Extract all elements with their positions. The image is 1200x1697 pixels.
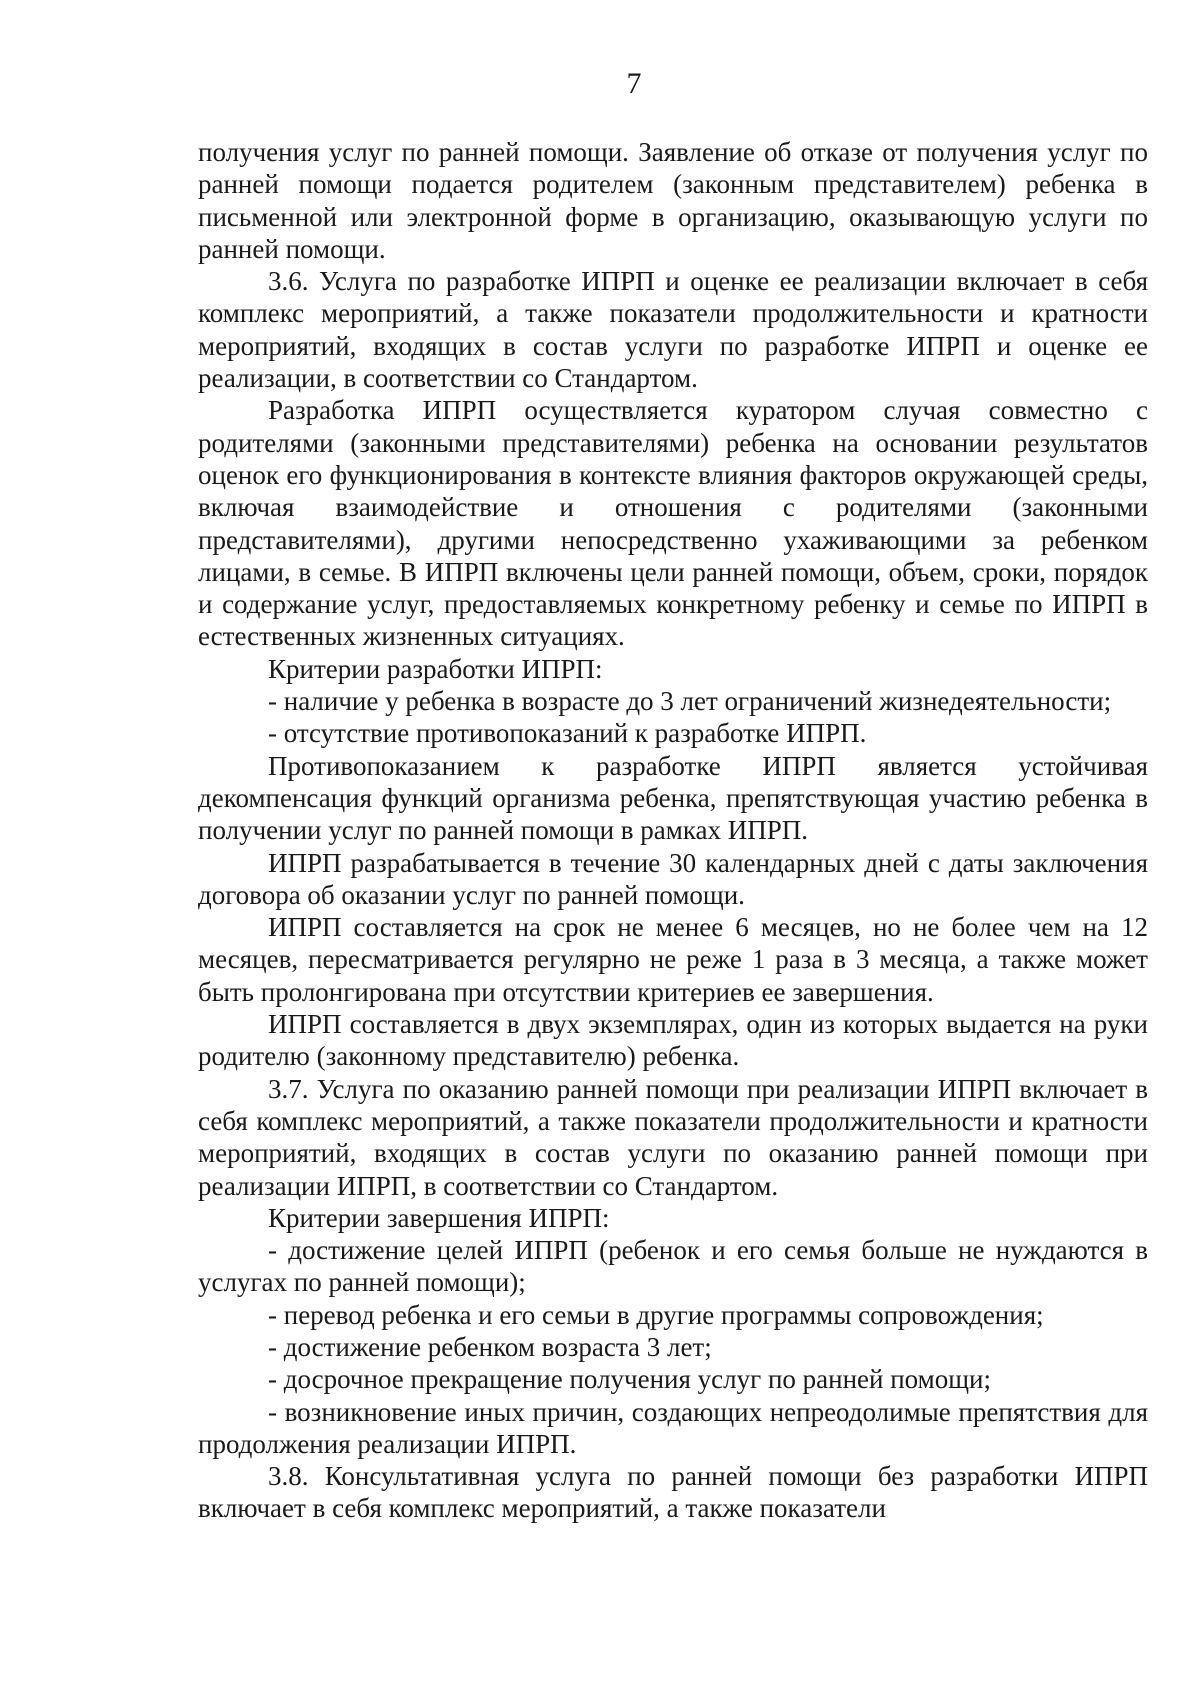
paragraph: Разработка ИПРП осуществляется куратором случая совместно с родителями (законными представителями) ребенка на основании результатов оценок его функционирования в контексте влияния факторов окружающей среды, включая взаимодействие и отношения с родителями (законными представителями), другими непосредственно ухаживающими за ребенком лицами, в семье. В ИПРП включены цели ранней помощи, объем, сроки, порядок и содержание услуг, предоставляемых конкретному ребенку и семье по ИПРП в естественных жизненных ситуациях. — [198, 395, 1148, 652]
list-item: - перевод ребенка и его семьи в другие программы сопровождения; — [268, 1299, 1044, 1330]
list-item: - возникновение иных причин, создающих непреодолимые препятствия для продолжения реализации ИПРП. — [198, 1396, 1148, 1459]
paragraph: ИПРП составляется на срок не менее 6 месяцев, но не более чем на 12 месяцев, пересматривается регулярно не реже 1 раза в 3 месяца, а также может быть пролонгирована при отсутствии критериев ее завершения. — [198, 912, 1148, 1007]
paragraph: 3.7. Услуга по оказанию ранней помощи при реализации ИПРП включает в себя комплекс мероприятий, а также показатели продолжительности и кратности мероприятий, входящих в состав услуги по оказанию ранней помощи при реализации ИПРП, в соответствии со Стандартом. — [198, 1073, 1148, 1201]
list-item: - наличие у ребенка в возрасте до 3 лет ограничений жизнедеятельности; — [268, 686, 1112, 717]
list-item: - достижение целей ИПРП (ребенок и его семья больше не нуждаются в услугах по ранней помощи); — [198, 1235, 1148, 1298]
paragraph: Критерии разработки ИПРП: — [268, 653, 603, 684]
list-item: - отсутствие противопоказаний к разработке ИПРП. — [268, 718, 867, 749]
paragraph: Критерии завершения ИПРП: — [268, 1202, 610, 1233]
paragraph: 3.8. Консультативная услуга по ранней помощи без разработки ИПРП включает в себя комплекс мероприятий, а также показатели — [198, 1461, 1148, 1524]
paragraph: получения услуг по ранней помощи. Заявление об отказе от получения услуг по ранней помощи подается родителем (законным представителем) ребенка в письменной или электронной форме в организацию, оказывающую услуги по ранней помощи. — [198, 137, 1148, 264]
paragraph: Противопоказанием к разработке ИПРП является устойчивая декомпенсация функций организма ребенка, препятствующая участию ребенка в получении услуг по ранней помощи в рамках ИПРП. — [198, 750, 1148, 846]
document-body — [198, 136, 1148, 1525]
page-number: 7 — [626, 67, 642, 100]
paragraph: 3.6. Услуга по разработке ИПРП и оценке ее реализации включает в себя комплекс мероприятий, а также показатели продолжительности и кратности мероприятий, входящих в состав услуги по разработке ИПРП и оценке ее реализации, в соответствии со Стандартом. — [198, 266, 1148, 394]
list-item: - достижение ребенком возраста 3 лет; — [268, 1331, 712, 1362]
list-item: - досрочное прекращение получения услуг по ранней помощи; — [268, 1364, 991, 1395]
paragraph: ИПРП составляется в двух экземплярах, один из которых выдается на руки родителю (законному представителю) ребенка. — [198, 1009, 1148, 1072]
paragraph: ИПРП разрабатывается в течение 30 календарных дней с даты заключения договора об оказании услуг по ранней помощи. — [198, 847, 1148, 910]
